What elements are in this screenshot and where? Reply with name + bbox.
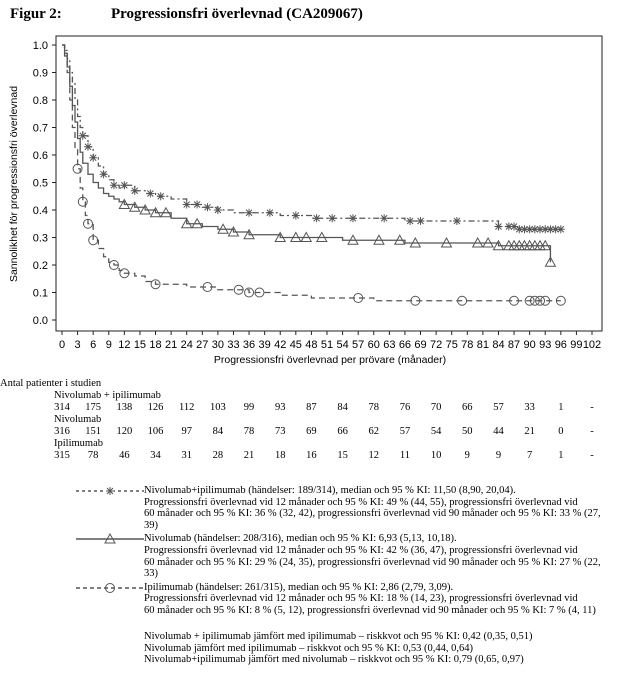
risk-count: 138 — [116, 402, 133, 413]
x-tick-label: 81 — [476, 339, 490, 351]
censor-marker — [120, 181, 128, 189]
censor-marker — [100, 170, 108, 178]
risk-count: 44 — [493, 426, 504, 437]
risk-count: 33 — [524, 402, 535, 413]
hazard-comparisons — [144, 631, 533, 666]
legend-symbol-circle — [74, 581, 146, 595]
risk-count: 34 — [150, 450, 161, 461]
legend-text-line: Nivolumab (händelser: 208/316), median och 95 % KI: 6,93 (5,13, 10,18). — [144, 533, 457, 545]
x-tick-label: 90 — [523, 339, 536, 351]
x-tick-label: 15 — [133, 339, 147, 351]
y-tick-label: 0.8 — [32, 95, 48, 107]
censor-marker — [193, 201, 201, 209]
plot-frame — [56, 36, 602, 331]
y-tick-label: 0.5 — [32, 177, 48, 190]
censor-marker — [214, 206, 222, 214]
comparison-line: Nivolumab jämfört med ipilimumab – riskkvot och 95 % KI: 0,53 (0,44, 0,64) — [144, 642, 473, 654]
risk-count: 316 — [54, 426, 70, 437]
y-tick-label: 0.7 — [32, 122, 48, 135]
risk-group-label: Nivolumab — [54, 414, 102, 425]
y-axis-ticks — [33, 40, 56, 327]
risk-count: 314 — [54, 402, 70, 413]
risk-count: 11 — [399, 450, 410, 461]
x-tick-label: 48 — [305, 339, 318, 351]
x-tick-label: 84 — [492, 339, 505, 351]
comparison-line: Nivolumab+ipilimumab jämfört med nivolumab – riskkvot och 95 % KI: 0,79 (0,65, 0,97) — [144, 654, 524, 666]
x-tick-label: 72 — [429, 339, 443, 351]
x-tick-label: 57 — [352, 339, 365, 351]
legend-text-line: 39) — [144, 519, 158, 531]
x-tick-label: 96 — [554, 339, 567, 351]
series-triangle — [62, 45, 555, 266]
y-axis-title: Sannolikhet för progressionsfri överlevnad — [8, 85, 20, 283]
x-tick-label: 45 — [289, 339, 302, 351]
x-tick-label: 9 — [105, 339, 112, 351]
censor-marker — [557, 225, 565, 233]
risk-count: 93 — [274, 402, 286, 413]
legend-text-line: 60 månader och 95 % KI: 36 % (32, 42), progressionsfri överlevnad vid 90 månader och 95 % KI: 33 % (27, — [144, 508, 601, 520]
x-tick-label: 18 — [149, 339, 162, 351]
risk-count: 151 — [85, 426, 102, 437]
risk-count: 15 — [337, 450, 348, 461]
x-tick-label: 99 — [570, 339, 583, 351]
x-tick-label: 87 — [507, 339, 521, 351]
censor-marker — [313, 214, 321, 222]
risk-count: - — [590, 402, 594, 413]
risk-count: 57 — [493, 402, 504, 413]
legend-symbol-asterisk — [74, 484, 146, 498]
legend-text-line: 60 månader och 95 % KI: 29 % (24, 35), progressionsfri överlevnad vid 90 månader och 95 % KI: 27 % (22, — [144, 556, 601, 568]
risk-count: 78 — [368, 402, 379, 413]
x-tick-label: 21 — [164, 339, 178, 351]
censor-marker — [328, 214, 336, 222]
series-circle — [62, 45, 565, 305]
risk-count: 97 — [181, 426, 192, 437]
censor-marker — [84, 143, 92, 151]
risk-count: 69 — [306, 426, 317, 437]
censor-marker — [453, 217, 461, 225]
risk-group-label: Ipilimumab — [54, 438, 103, 449]
risk-count: 54 — [430, 426, 442, 437]
risk-count: 62 — [368, 426, 379, 437]
y-tick-label: 0.4 — [32, 205, 48, 217]
risk-count: 28 — [212, 450, 224, 461]
x-tick-label: 93 — [539, 339, 552, 351]
risk-count: 31 — [181, 450, 192, 461]
risk-count: 10 — [430, 450, 442, 461]
legend-text-line: 33) — [144, 568, 158, 580]
censor-marker — [110, 181, 118, 189]
censor-marker — [494, 223, 502, 231]
x-tick-label: 0 — [58, 339, 66, 351]
x-tick-label: 78 — [461, 339, 474, 351]
legend-text-line: Progressionsfri överlevnad vid 12 månader och 95 % KI: 42 % (36, 47), progressionsfri överlevnad vid — [144, 545, 578, 556]
risk-count: 112 — [179, 402, 195, 413]
risk-count: 76 — [399, 402, 411, 413]
censor-marker — [146, 190, 154, 198]
risk-count: 103 — [210, 402, 226, 413]
figure-title: Progressionsfri överlevnad (CA209067) — [111, 6, 363, 22]
risk-count: 106 — [147, 426, 164, 437]
legend-text-line: Progressionsfri överlevnad vid 12 månader och 95 % KI: 18 % (14, 23), progressionsfri överlevnad vid — [144, 593, 578, 605]
figure-label: Figur 2: — [10, 6, 62, 22]
y-tick-label: 0.9 — [32, 67, 48, 80]
risk-count: 46 — [119, 450, 130, 461]
risk-count: 78 — [243, 426, 255, 437]
x-tick-label: 54 — [336, 339, 349, 351]
censor-marker — [89, 154, 97, 162]
x-tick-label: 27 — [196, 339, 209, 351]
risk-count: 1 — [558, 402, 564, 413]
x-tick-label: 60 — [367, 339, 380, 351]
risk-count: 73 — [274, 426, 286, 437]
series-line — [62, 45, 561, 229]
risk-count: 1 — [558, 450, 564, 461]
risk-count: 66 — [337, 426, 348, 437]
risk-count: 126 — [147, 402, 164, 413]
censor-marker — [203, 203, 211, 211]
series-line — [62, 45, 550, 262]
risk-count: 87 — [306, 402, 317, 413]
series-line — [62, 45, 561, 301]
risk-count: 120 — [116, 426, 133, 437]
x-tick-label: 6 — [90, 339, 97, 351]
risk-count: 50 — [462, 426, 473, 437]
risk-count: 9 — [495, 450, 502, 461]
x-tick-label: 63 — [383, 339, 396, 351]
risk-table-title: Antal patienter i studien — [0, 378, 102, 389]
x-tick-label: 75 — [445, 339, 458, 351]
censor-marker — [380, 214, 388, 222]
censor-marker — [266, 209, 274, 217]
censor-marker — [131, 187, 139, 195]
risk-count: 18 — [274, 450, 286, 461]
x-tick-label: 33 — [227, 339, 240, 351]
censor-marker — [245, 209, 253, 217]
legend-marker — [106, 487, 114, 495]
censor-marker — [292, 212, 300, 220]
series-layer — [62, 45, 565, 305]
censor-marker — [349, 214, 357, 222]
x-tick-label: 102 — [582, 339, 602, 351]
risk-count: 66 — [462, 402, 473, 413]
censor-marker — [183, 201, 191, 209]
legend-text-line: 60 månader och 95 % KI: 8 % (5, 12), progressionsfri överlevnad vid 90 månader och 95 % KI: 7 % (4, 11) — [144, 605, 596, 616]
x-tick-label: 42 — [274, 339, 287, 351]
risk-count: 70 — [430, 402, 442, 413]
y-tick-label: 0.3 — [32, 232, 48, 245]
risk-count: 84 — [212, 426, 224, 437]
censor-marker — [157, 192, 165, 200]
risk-count: 21 — [243, 450, 255, 461]
censor-marker — [417, 217, 425, 225]
risk-count: 175 — [85, 402, 102, 413]
legend-text-line: Progressionsfri överlevnad vid 12 månader och 95 % KI: 49 % (44, 55), progressionsfri överlevnad vid — [144, 496, 578, 508]
risk-count: - — [590, 450, 594, 461]
x-tick-label: 66 — [398, 339, 412, 351]
x-tick-label: 3 — [74, 339, 81, 351]
risk-count: 21 — [524, 426, 535, 437]
x-tick-label: 30 — [211, 339, 225, 351]
x-tick-label: 69 — [414, 339, 427, 351]
x-axis-ticks — [59, 331, 601, 351]
risk-count: 0 — [558, 426, 564, 437]
risk-count: - — [590, 426, 594, 437]
y-tick-label: 0.6 — [32, 150, 48, 162]
comparison-line: Nivolumab + ipilimumab jämfört med ipilimumab – riskkvot och 95 % KI: 0,42 (0,35, 0,51) — [144, 631, 533, 642]
y-tick-label: 0.0 — [32, 315, 48, 327]
risk-count: 99 — [243, 402, 255, 413]
risk-group-label: Nivolumab + ipilimumab — [54, 390, 161, 401]
x-axis-title: Progressionsfri överlevnad per prövare (månader) — [213, 354, 447, 366]
risk-count: 12 — [368, 450, 379, 461]
censor-marker — [406, 217, 414, 225]
risk-count: 7 — [527, 450, 533, 461]
y-tick-label: 0.2 — [32, 260, 48, 272]
x-tick-label: 51 — [320, 339, 334, 351]
legend-symbol-triangle — [74, 532, 146, 546]
legend-text-line: Ipilimumab (händelser: 261/315), median och 95 % KI: 2,86 (2,79, 3,09). — [144, 581, 454, 593]
x-tick-label: 12 — [118, 339, 131, 351]
x-tick-label: 39 — [258, 339, 271, 351]
x-tick-label: 36 — [242, 339, 256, 351]
risk-count: 9 — [464, 450, 470, 461]
risk-count: 84 — [337, 402, 348, 413]
series-asterisk — [62, 45, 565, 233]
y-tick-label: 0.1 — [32, 287, 48, 300]
risk-count: 78 — [87, 450, 99, 461]
risk-count: 315 — [54, 450, 70, 461]
y-tick-label: 1.0 — [32, 40, 48, 52]
x-tick-label: 24 — [180, 339, 193, 351]
risk-count: 16 — [306, 450, 317, 461]
risk-count: 57 — [399, 426, 411, 437]
legend-text-line: Nivolumab+ipilimumab (händelser: 189/314), median och 95 % KI: 11,50 (8,90, 20,04). — [144, 485, 516, 496]
